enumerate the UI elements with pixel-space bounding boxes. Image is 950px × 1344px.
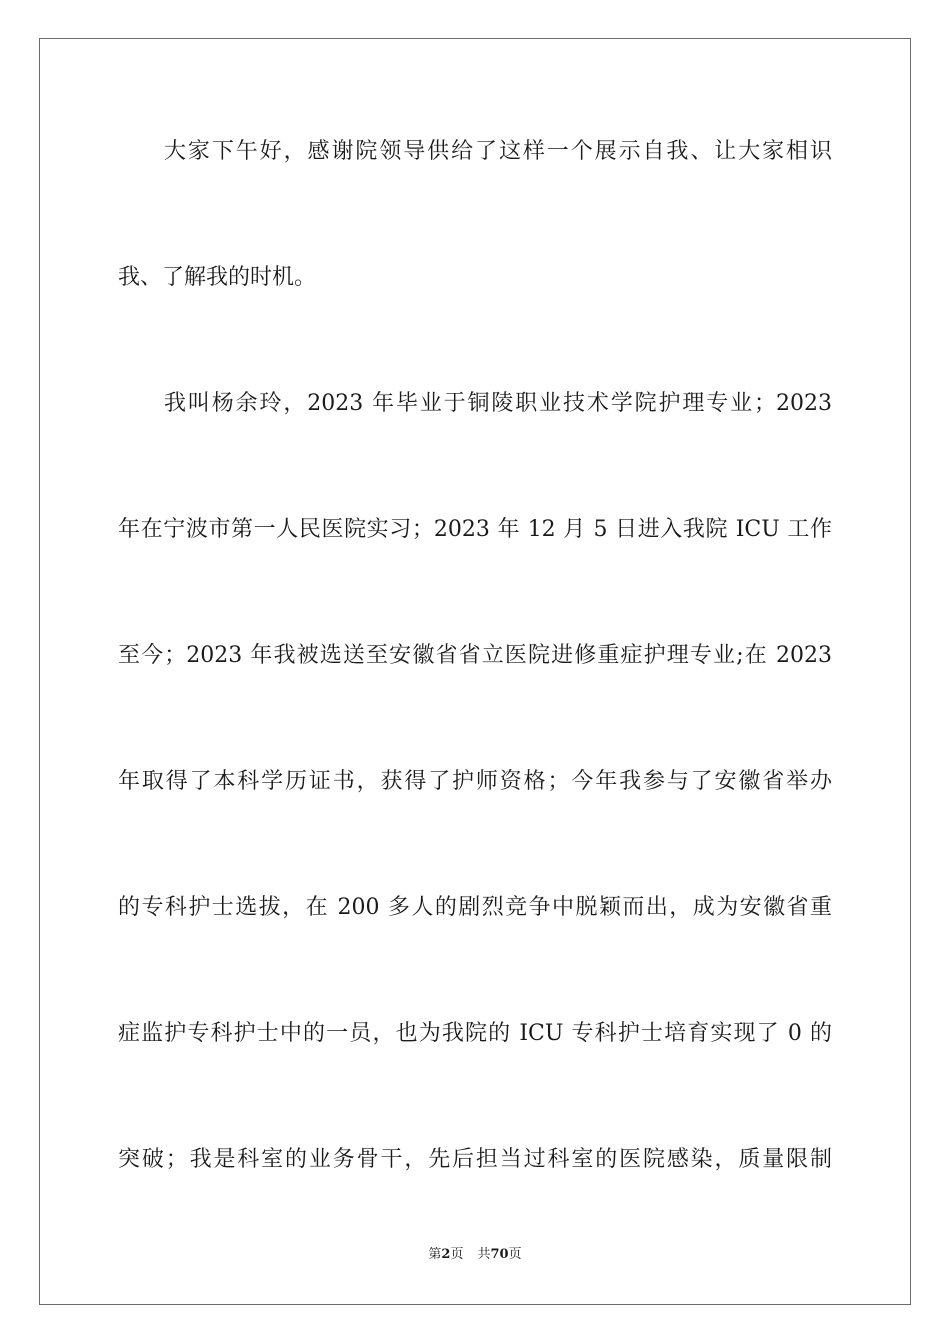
total-prefix: 共 [477,1247,491,1262]
text-line-1: 大家下午好，感谢院领导供给了这样一个展示自我、让大家相识 [164,139,832,164]
text-line-9: 突破；我是科室的业务骨干，先后担当过科室的医院感染，质量限制 [118,1147,832,1172]
total-unit: 页 [508,1247,522,1262]
text-line-2: 我、了解我的时机。 [118,265,317,290]
page-footer [0,1246,950,1264]
page-border [39,38,911,1305]
text-line-7: 的专科护士选拔，在 200 多人的剧烈竞争中脱颖而出，成为安徽省重 [118,895,832,920]
text-line-8: 症监护专科护士中的一员，也为我院的 ICU 专科护士培育实现了 0 的 [118,1021,832,1046]
text-line-3: 我叫杨余玲，2023 年毕业于铜陵职业技术学院护理专业；2023 [164,391,832,416]
text-line-4: 年在宁波市第一人民医院实习；2023 年 12 月 5 日进入我院 ICU 工作 [118,517,832,542]
text-line-6: 年取得了本科学历证书，获得了护师资格；今年我参与了安徽省举办 [118,769,832,794]
page-prefix: 第 [428,1247,442,1262]
page-total: 70 [490,1247,509,1262]
text-line-5: 至今；2023 年我被选送至安徽省省立医院进修重症护理专业;在 2023 [118,643,832,668]
page-unit: 页 [450,1247,464,1262]
page-current: 2 [441,1247,451,1262]
